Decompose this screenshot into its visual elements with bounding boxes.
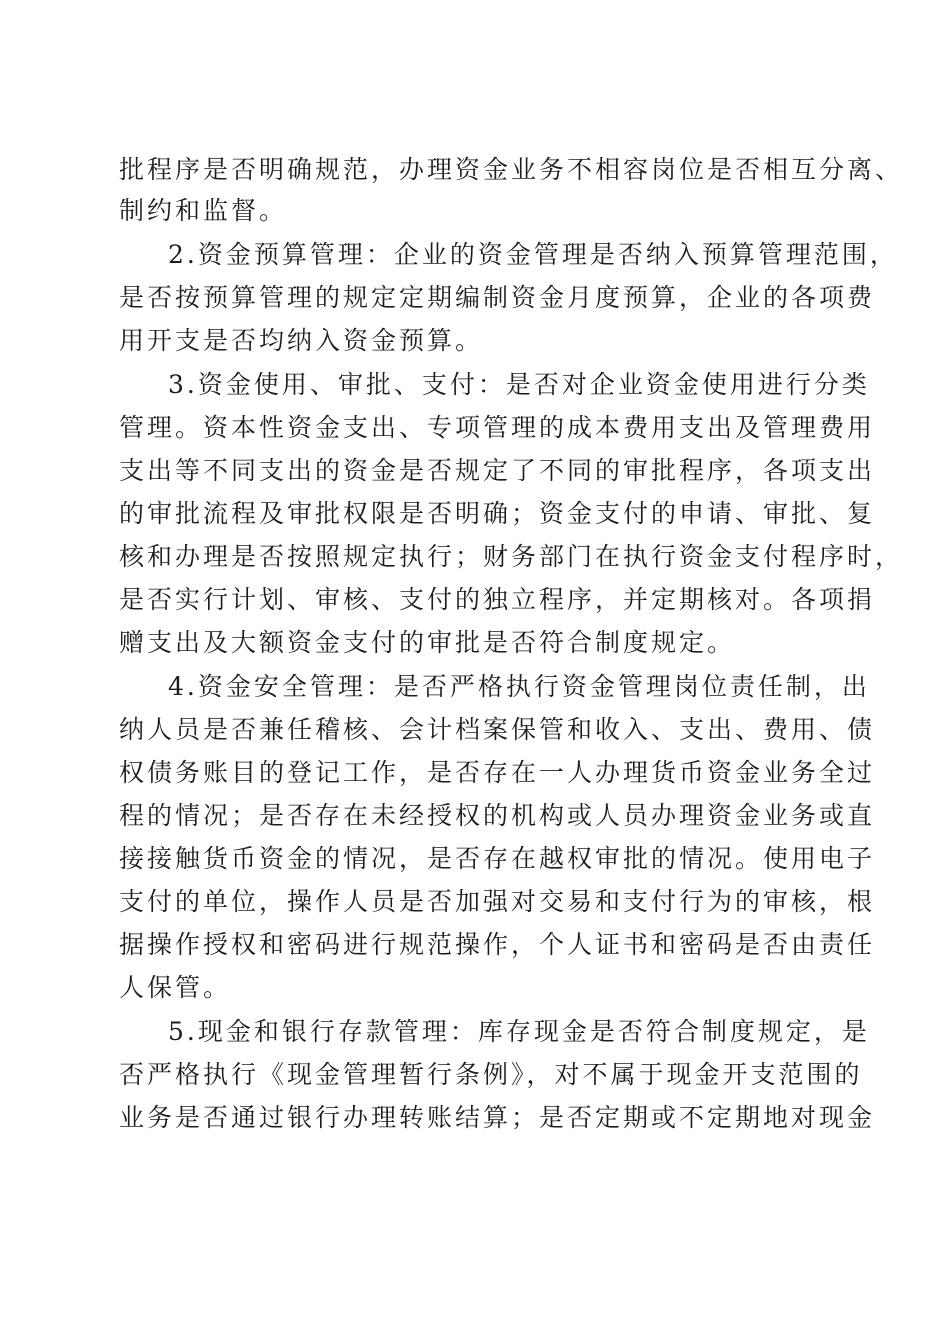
text-line: 业务是否通过银行办理转账结算；是否定期或不定期地对现金 <box>119 1103 876 1132</box>
text-line: 4.资金安全管理：是否严格执行资金管理岗位责任制，出 <box>168 672 870 701</box>
text-line: 核和办理是否按照规定执行；财务部门在执行资金支付程序时， <box>119 542 904 571</box>
text-line: 是否实行计划、审核、支付的独立程序，并定期核对。各项捐 <box>119 585 876 614</box>
text-line: 用开支是否均纳入资金预算。 <box>119 326 484 355</box>
text-line: 2.资金预算管理：企业的资金管理是否纳入预算管理范围， <box>168 240 898 269</box>
text-line: 纳人员是否兼任稽核、会计档案保管和收入、支出、费用、债 <box>119 715 876 744</box>
text-line: 程的情况；是否存在未经授权的机构或人员办理资金业务或直 <box>119 801 876 830</box>
text-line: 赠支出及大额资金支付的审批是否符合制度规定。 <box>119 628 736 657</box>
text-line: 5.现金和银行存款管理：库存现金是否符合制度规定，是 <box>168 1017 870 1046</box>
text-line: 批程序是否明确规范，办理资金业务不相容岗位是否相互分离、 <box>119 155 904 184</box>
text-line: 据操作授权和密码进行规范操作，个人证书和密码是否由责任 <box>119 930 876 959</box>
text-line: 制约和监督。 <box>119 196 288 225</box>
text-line: 3.资金使用、审批、支付：是否对企业资金使用进行分类 <box>168 370 870 399</box>
text-line: 权债务账目的登记工作，是否存在一人办理货币资金业务全过 <box>119 758 876 787</box>
text-line: 的审批流程及审批权限是否明确；资金支付的申请、审批、复 <box>119 499 876 528</box>
text-line: 否严格执行《现金管理暂行条例》，对不属于现金开支范围的 <box>119 1060 863 1089</box>
text-line: 是否按预算管理的规定定期编制资金月度预算，企业的各项费 <box>119 283 876 312</box>
text-line: 人保管。 <box>119 973 232 1002</box>
text-line: 支付的单位，操作人员是否加强对交易和支付行为的审核，根 <box>119 887 876 916</box>
text-line: 接接触货币资金的情况，是否存在越权审批的情况。使用电子 <box>119 844 876 873</box>
text-line: 支出等不同支出的资金是否规定了不同的审批程序，各项支出 <box>119 456 876 485</box>
text-line: 管理。资本性资金支出、专项管理的成本费用支出及管理费用 <box>119 413 876 442</box>
